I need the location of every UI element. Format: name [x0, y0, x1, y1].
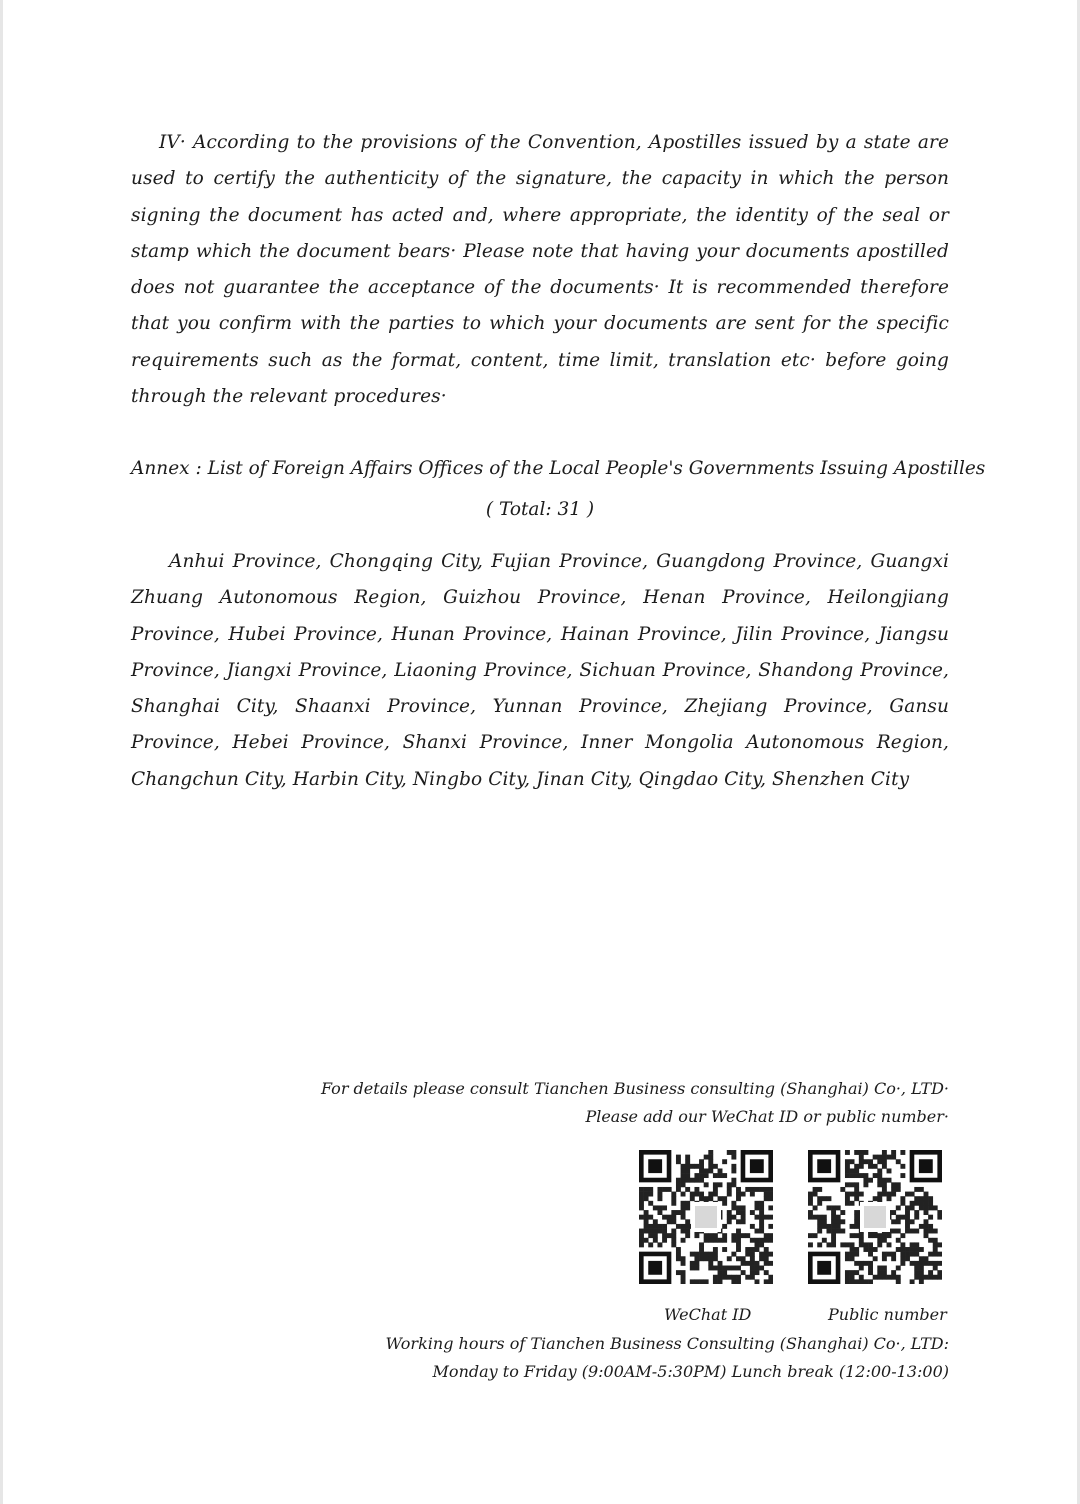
public-number-qr-label: Public number — [828, 1305, 947, 1324]
wechat-qr-label: WeChat ID — [664, 1305, 752, 1324]
consult-line: For details please consult Tianchen Business consulting (Shanghai) Co·, LTD· — [320, 1079, 949, 1098]
working-hours-line: Working hours of Tianchen Business Consulting (Shanghai) Co·, LTD: — [385, 1334, 949, 1353]
working-hours-schedule: Monday to Friday (9:00AM-5:30PM) Lunch break (12:00-13:00) — [432, 1362, 949, 1381]
wechat-qr-code — [639, 1150, 773, 1284]
wechat-line: Please add our WeChat ID or public number· — [585, 1107, 949, 1126]
public-number-qr-code — [808, 1150, 942, 1284]
page-edge-left — [0, 0, 3, 1504]
annex-total: ( Total: 31 ) — [485, 499, 595, 520]
annex-title: Annex : List of Foreign Affairs Offices of the Local People's Governments Issuing Apostilles — [131, 458, 986, 479]
section-iv-paragraph: IV· According to the provisions of the Convention, Apostilles issued by a state are used to certify the authenticity of the signature, the capacity in which the person signing the document has acted and, where appropriate, the identity of the seal or stamp which the document bears· Please note that having your documents apostilled does not guarantee the acceptance of the documents· It is recommended therefore that you confirm with the parties to which your documents are sent for the specific requirements such as the format, content, time limit, translation etc· before going through the relevant procedures· — [131, 132, 949, 408]
annex-office-list: Anhui Province, Chongqing City, Fujian Province, Guangdong Province, Guangxi Zhuang Autonomous Region, Guizhou Province, Henan Province, Heilongjiang Province, Hubei Province, Hunan Province, Hainan Province, Jilin Province, Jiangsu Province, Jiangxi Province, Liaoning Province, Sichuan Province, Shandong Province, Shanghai City, Shaanxi Province, Yunnan Province, Zhejiang Province, Gansu Province, Hebei Province, Shanxi Province, Inner Mongolia Autonomous Region, Changchun City, Harbin City, Ningbo City, Jinan City, Qingdao City, Shenzhen City — [131, 551, 949, 790]
